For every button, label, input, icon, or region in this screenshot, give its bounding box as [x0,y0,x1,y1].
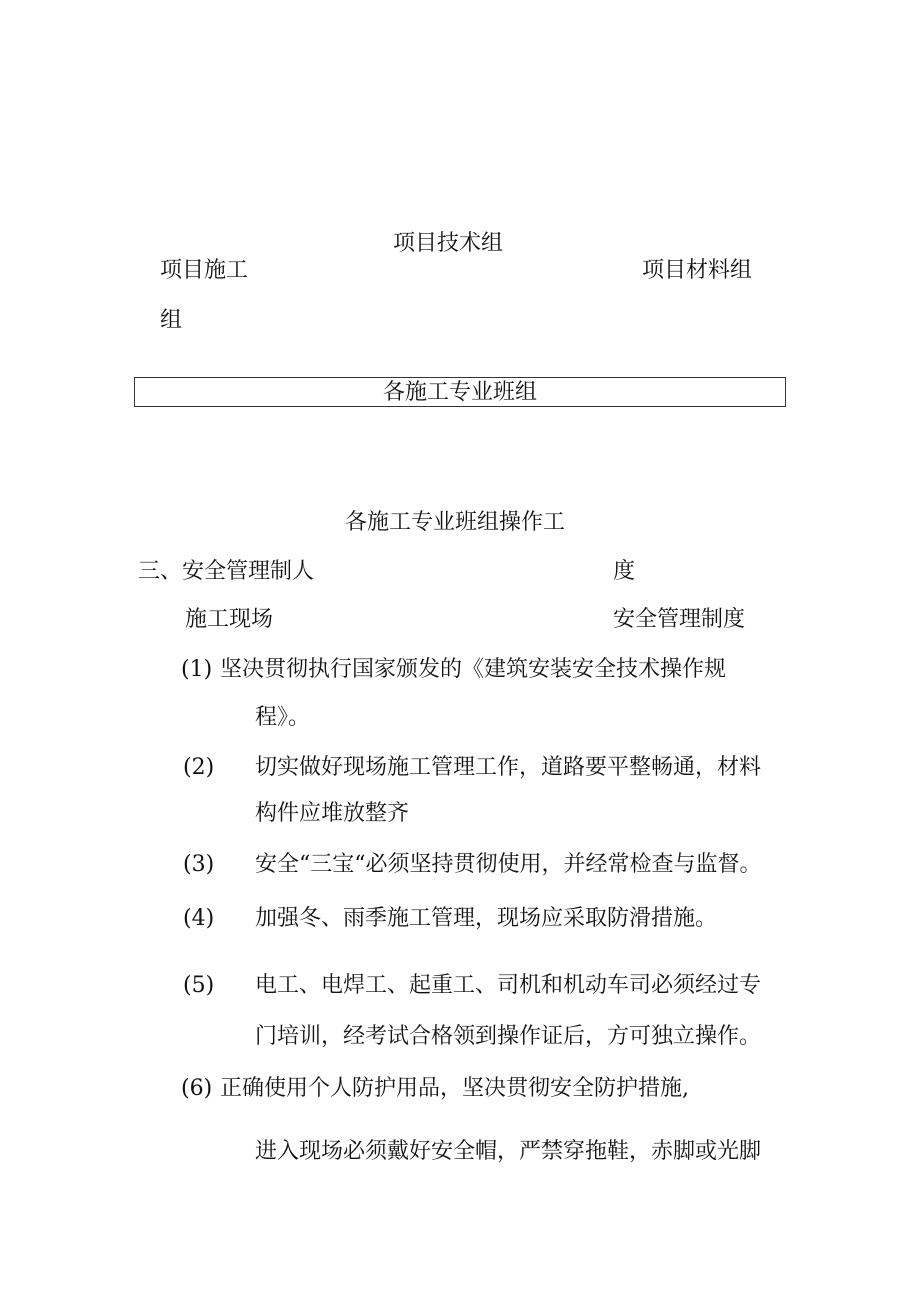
item-4-number: (4) [183,906,215,931]
teams-box [134,377,786,407]
tech-group-label: 项目技术组 [393,231,504,256]
item-6-line2: 进入现场必须戴好安全帽，严禁穿拖鞋，赤脚或光脚 [255,1139,762,1164]
item-2-line1: 切实做好现场施工管理工作，道路要平整畅通，材料 [255,755,762,780]
item-6-line1: 正确使用个人防护用品，坚决贯彻安全防护措施, [220,1076,689,1101]
construction-group-label: 项目施工 [160,258,249,283]
item-5-line2: 门培训，经考试合格领到操作证后，方可独立操作。 [255,1024,762,1049]
material-group-label: 项目材料组 [642,258,753,283]
item-3-number: (3) [183,852,215,877]
teams-box-label: 各施工专业班组 [382,380,537,405]
item-6-number: (6) [181,1076,213,1101]
section-heading: 三、安全管理制人 [138,559,315,584]
item-2-line2: 构件应堆放整齐 [255,801,410,826]
item-2-number: (2) [183,755,215,780]
operators-label: 各施工专业班组操作工 [345,510,566,535]
item-1-line1: 坚决贯彻执行国家颁发的《建筑安装安全技术操作规 [220,657,727,682]
item-1-number: (1) [181,657,213,682]
section-sub-right: 安全管理制度 [613,607,746,632]
item-5-number: (5) [183,973,215,998]
item-4-line1: 加强冬、雨季施工管理，现场应采取防滑措施。 [255,906,718,931]
item-3-line1: 安全“三宝“必须坚持贯彻使用，并经常检查与监督。 [255,852,762,877]
item-1-line2: 程》。 [255,705,311,730]
section-heading-right: 度 [613,559,636,584]
construction-group-label-cont: 组 [160,308,183,333]
item-5-line1: 电工、电焊工、起重工、司机和机动车司必须经过专 [255,973,762,998]
section-sub-left: 施工现场 [185,607,274,632]
